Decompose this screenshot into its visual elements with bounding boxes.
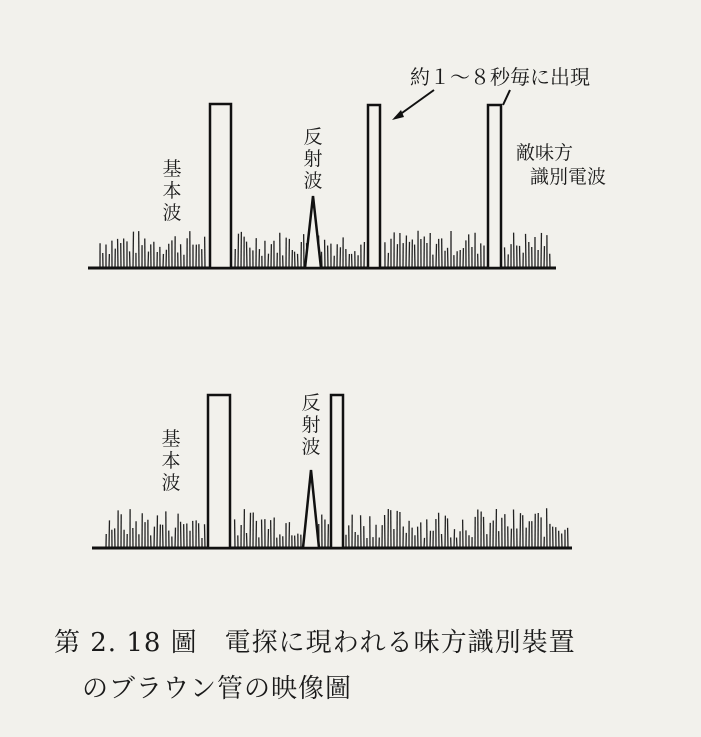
top-base-wave-label: 基本波	[162, 158, 182, 224]
iff-label-line2: 識別電波	[530, 166, 607, 188]
pointer-arrow-2	[503, 90, 510, 105]
bottom-base-wave-pulse	[208, 395, 230, 548]
iff-label-line1: 敵味方	[516, 142, 574, 164]
top-iff-pulse-1	[368, 105, 380, 268]
figure-caption-line1: 第 2. 18 圖 電探に現われる味方識別裝置	[54, 628, 576, 658]
bottom-base-wave-label: 基本波	[161, 428, 181, 494]
pointer-arrow-1-head	[392, 110, 404, 120]
bottom-reflected-wave-spike	[303, 470, 319, 548]
bottom-iff-pulse	[331, 395, 343, 548]
bottom-reflected-wave-label: 反射波	[301, 392, 321, 458]
top-noise-grass	[100, 231, 550, 268]
appears-every-label: 約１～８秒毎に出現	[410, 65, 590, 89]
top-reflected-wave-label: 反射波	[303, 126, 323, 192]
top-iff-pulse-2	[488, 105, 501, 268]
top-reflected-wave-spike	[305, 196, 321, 268]
top-base-wave-pulse	[210, 104, 231, 268]
figure-caption-line2: のブラウン管の映像圖	[82, 674, 353, 704]
